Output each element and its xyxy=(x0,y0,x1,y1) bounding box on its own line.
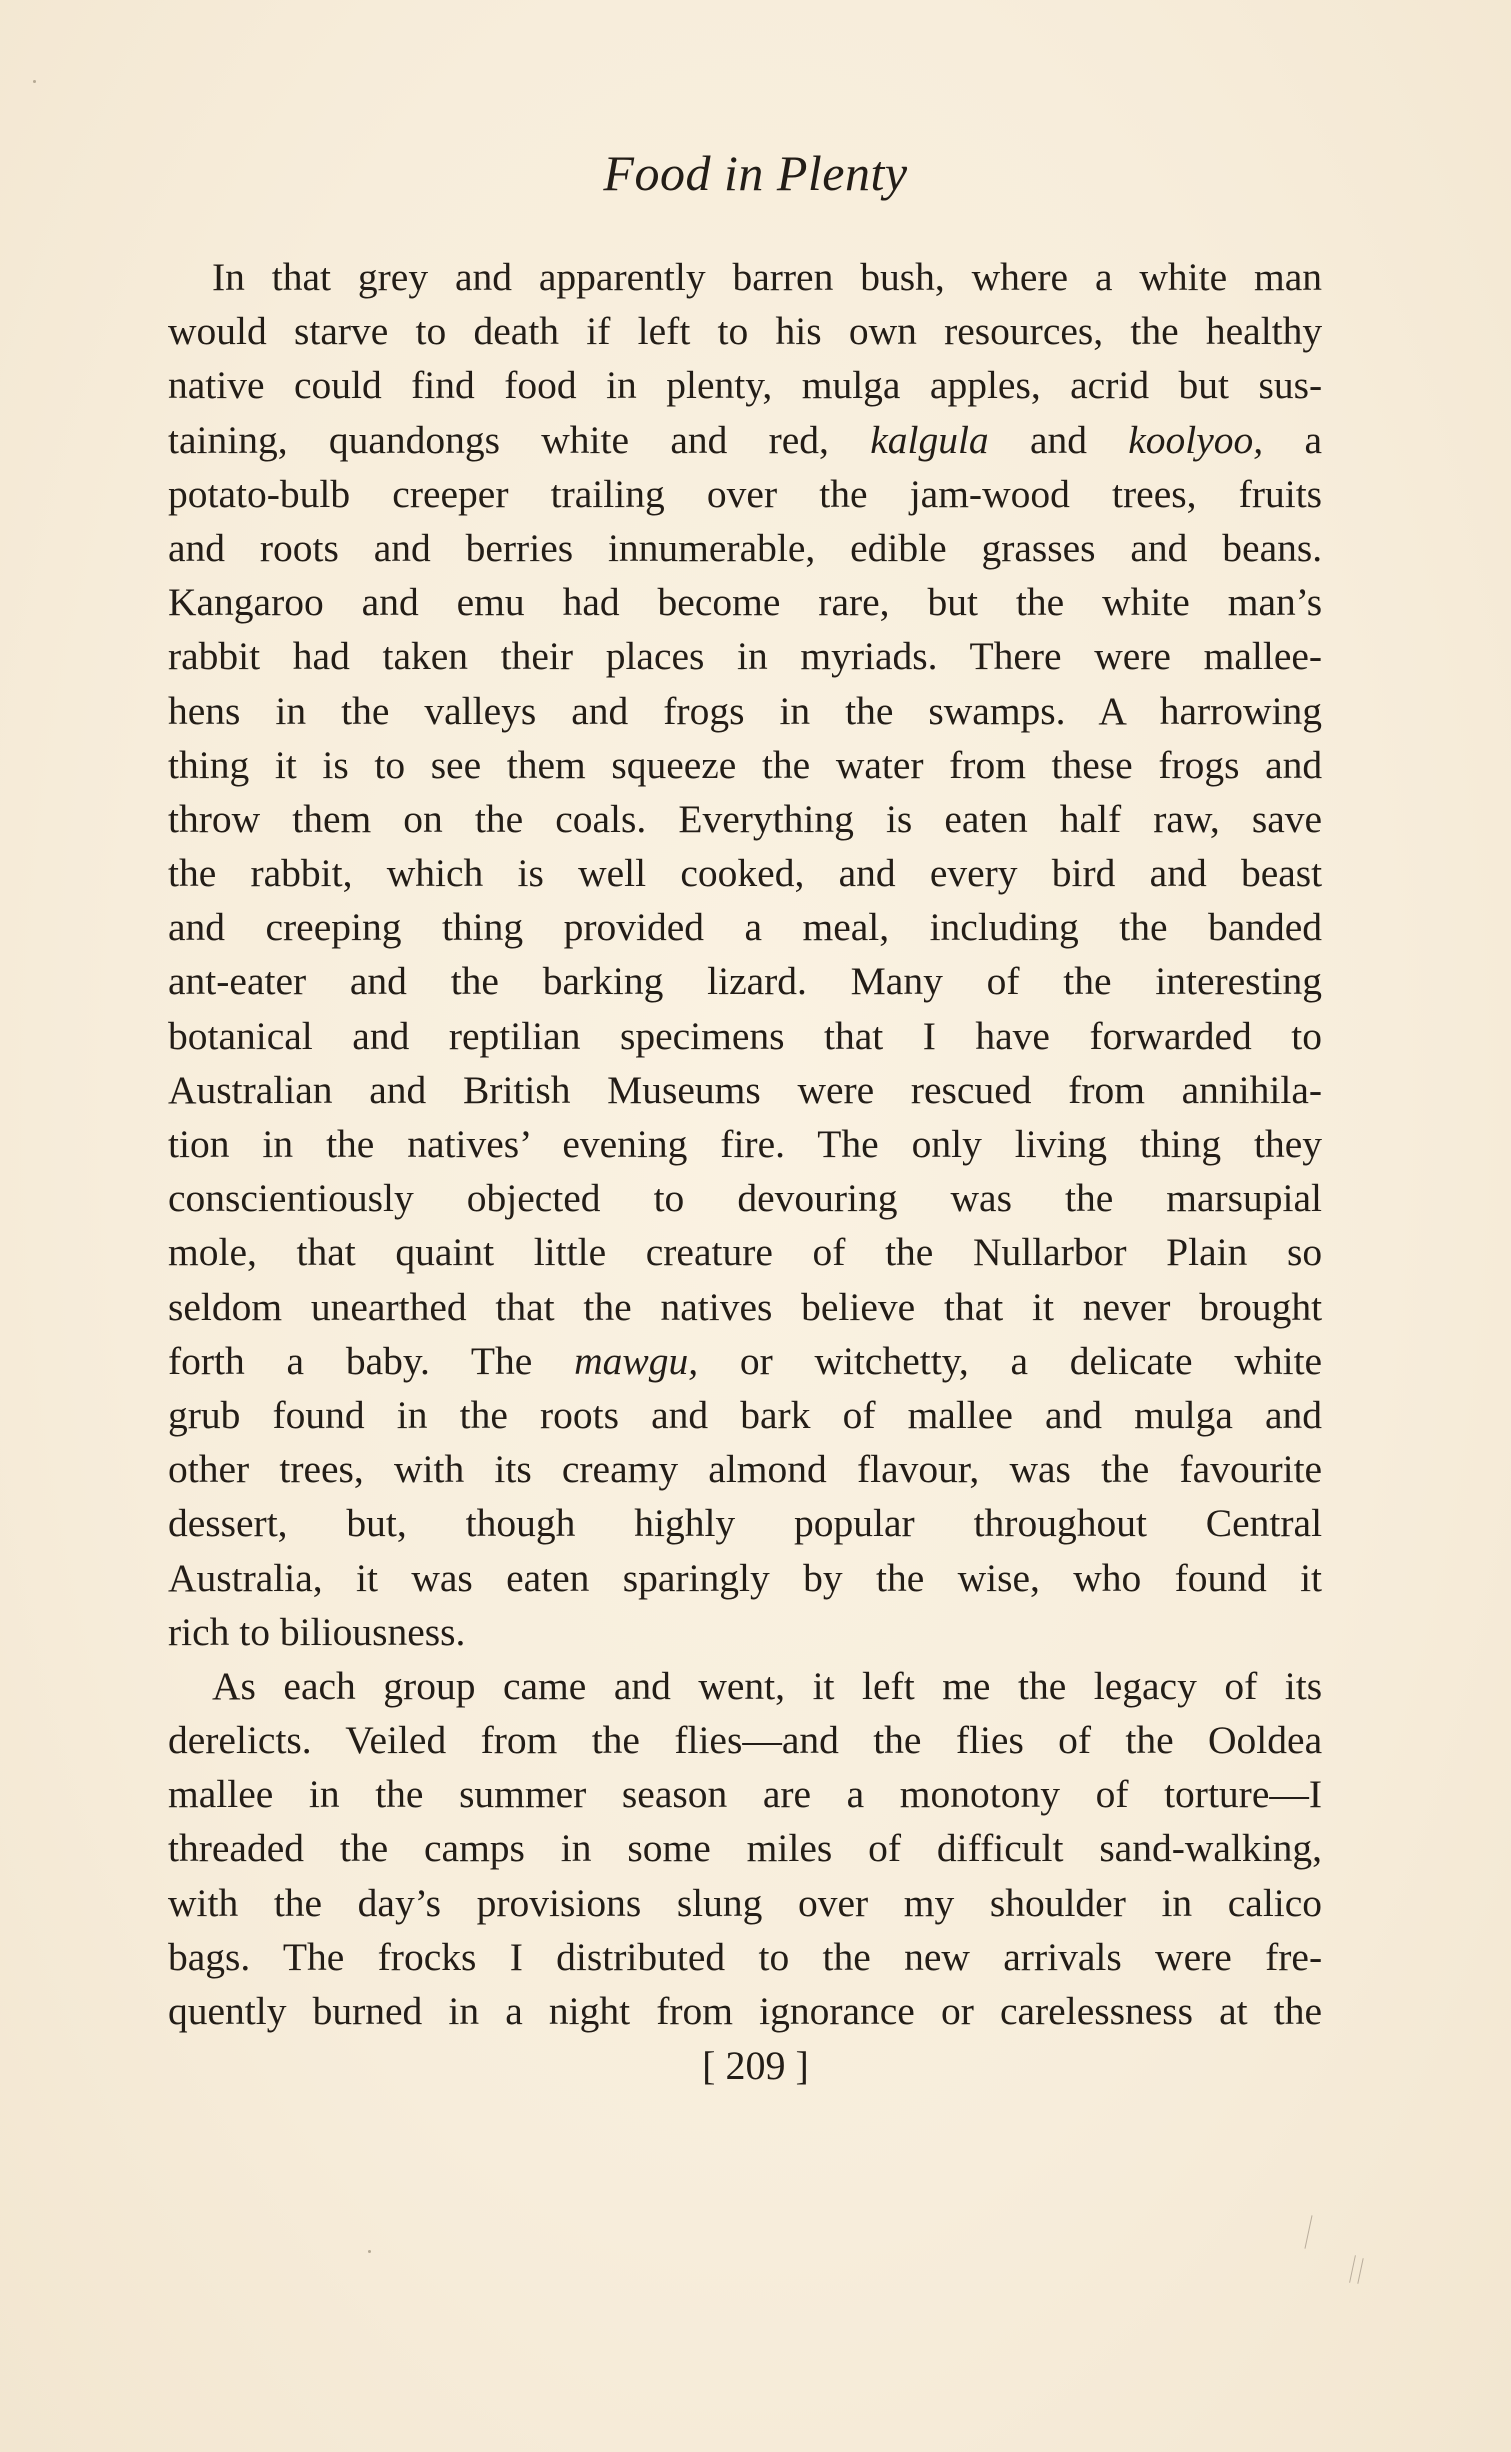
text-line: the rabbit, which is well cooked, and every bird and beast xyxy=(168,851,1323,896)
italic-term: mawgu, xyxy=(574,1338,699,1383)
text-line: rich to biliousness. xyxy=(168,1609,466,1654)
text-line: mole, that quaint little creature of the Nullarbor Plain so xyxy=(168,1230,1323,1275)
text-line: other trees, with its creamy almond flavour, was the favourite xyxy=(168,1447,1323,1492)
text-line: thing it is to see them squeeze the water from these frogs and xyxy=(168,742,1323,787)
text-line: Australian and British Museums were rescued from annihila- xyxy=(168,1067,1323,1112)
text-line: and creeping thing provided a meal, including the banded xyxy=(168,905,1323,950)
italic-term: koolyoo, xyxy=(1128,417,1264,462)
text-line: dessert, but, though highly popular throughout Central xyxy=(168,1501,1323,1546)
text-line: conscientiously objected to devouring was the marsupial xyxy=(168,1176,1323,1221)
pencil-mark xyxy=(1304,2215,1312,2248)
pencil-mark xyxy=(1349,2255,1356,2283)
page-number: [ 209 ] xyxy=(702,2043,809,2088)
text-line: hens in the valleys and frogs in the swamps. A harrowing xyxy=(168,688,1323,733)
text-line: seldom unearthed that the natives believe that it never brought xyxy=(168,1284,1323,1329)
italic-term: kalgula xyxy=(870,417,989,462)
text-line: As each group came and went, it left me the legacy of its xyxy=(212,1663,1323,1708)
text-line: threaded the camps in some miles of difficult sand-walking, xyxy=(168,1826,1323,1871)
text-line: grub found in the roots and bark of mallee and mulga and xyxy=(168,1392,1323,1437)
paper-speck xyxy=(368,2250,371,2253)
text-line: bags. The frocks I distributed to the new arrivals were fre- xyxy=(168,1934,1323,1979)
text-line: botanical and reptilian specimens that I have forwarded to xyxy=(168,1013,1323,1058)
running-head: Food in Plenty xyxy=(603,145,908,201)
text-line: forth a baby. The mawgu, or witchetty, a delicate white xyxy=(168,1338,1323,1383)
text-line: In that grey and apparently barren bush, where a white man xyxy=(212,255,1323,299)
pencil-mark xyxy=(1357,2258,1363,2284)
text-line: tion in the natives’ evening fire. The only living thing they xyxy=(168,1122,1323,1166)
text-line: and roots and berries innumerable, edible grasses and beans. xyxy=(168,525,1323,570)
text-line: derelicts. Veiled from the flies—and the flies of the Ooldea xyxy=(168,1718,1323,1763)
paper-speck xyxy=(33,80,36,83)
text-line: taining, quandongs white and red, kalgula and koolyoo, a xyxy=(168,417,1322,462)
body-text xyxy=(168,250,1322,2038)
text-line: throw them on the coals. Everything is eaten half raw, save xyxy=(168,796,1323,841)
text-line: potato-bulb creeper trailing over the jam-wood trees, fruits xyxy=(168,471,1323,516)
text-line: would starve to death if left to his own resources, the healthy xyxy=(168,309,1323,354)
text-line: mallee in the summer season are a monotony of torture—I xyxy=(168,1772,1323,1817)
text-line: quently burned in a night from ignorance or carelessness at the xyxy=(168,1989,1322,2033)
text-line: rabbit had taken their places in myriads. There were mallee- xyxy=(168,634,1323,679)
text-line: native could find food in plenty, mulga apples, acrid but sus- xyxy=(168,363,1323,408)
text-line: with the day’s provisions slung over my shoulder in calico xyxy=(168,1880,1323,1925)
text-line: Australia, it was eaten sparingly by the wise, who found it xyxy=(168,1555,1323,1600)
text-line: Kangaroo and emu had become rare, but the white man’s xyxy=(168,580,1323,625)
text-line: ant-eater and the barking lizard. Many of the interesting xyxy=(168,959,1322,1004)
